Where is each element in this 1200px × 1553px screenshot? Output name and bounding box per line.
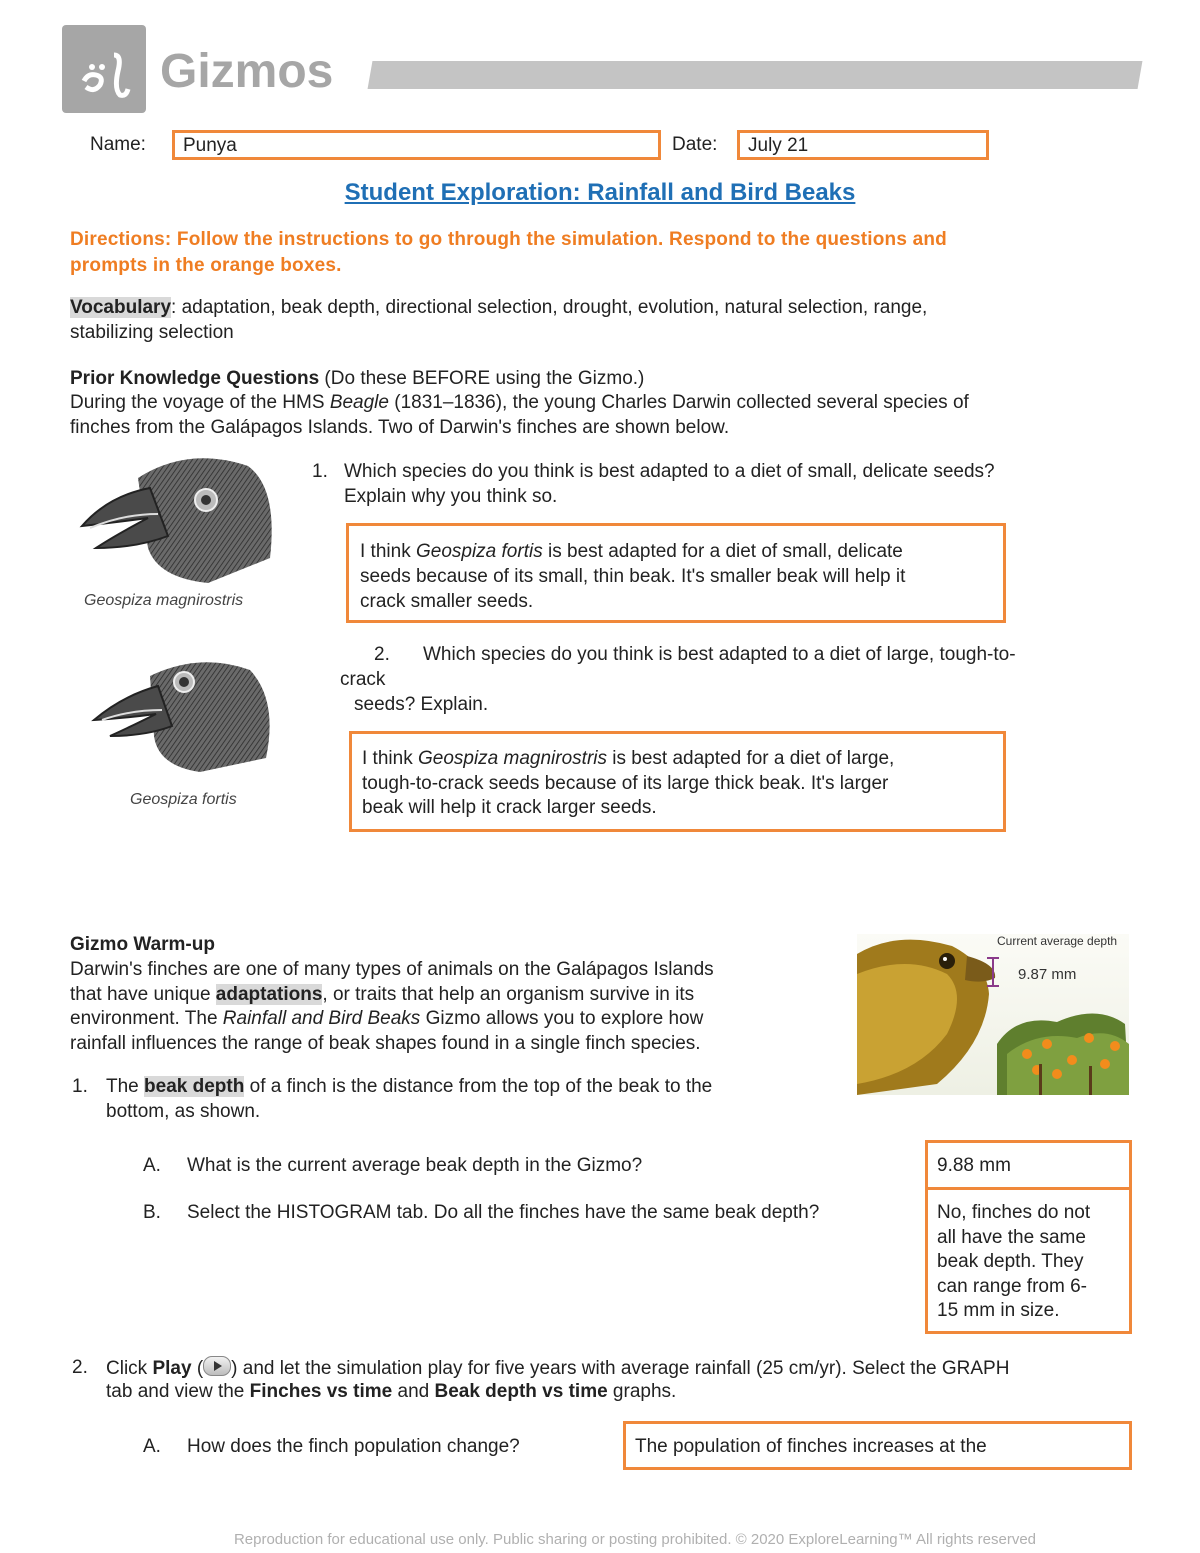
warmup-line4: rainfall influences the range of beak shapes found in a single finch species. <box>70 1033 701 1054</box>
q2-number: 2. <box>374 644 390 665</box>
q2-answer-text: is best adapted for a diet of large, <box>607 748 895 769</box>
w2-text: Click <box>106 1358 153 1379</box>
w2-text: ( <box>191 1358 204 1379</box>
q1-answer-line3: crack smaller seeds. <box>360 591 534 612</box>
finch-fortis-illustration <box>80 640 280 780</box>
vocabulary-line2: stabilizing selection <box>70 322 234 343</box>
vocabulary-line1 <box>70 296 927 321</box>
finch-magnirostris-illustration <box>78 448 278 588</box>
gizmo-name: Rainfall and Bird Beaks <box>222 1008 421 1029</box>
prior-heading-line <box>70 367 644 392</box>
play-label: Play <box>152 1358 192 1379</box>
q2-answer-text: I think <box>362 748 418 769</box>
w2-text: graphs. <box>607 1381 677 1402</box>
prior-text: (1831–1836), the young Charles Darwin collected several species of <box>388 392 969 413</box>
q2-answer-line3: beak will help it crack larger seeds. <box>362 797 657 818</box>
w2a-answer: The population of finches increases at the <box>635 1436 987 1457</box>
q1-answer-text: I think <box>360 541 416 562</box>
prior-text: During the voyage of the HMS <box>70 392 330 413</box>
w1-number: 1. <box>72 1076 88 1097</box>
gizmo-depth-value: 9.87 mm <box>1018 966 1077 983</box>
graph-name: Beak depth vs time <box>434 1381 608 1402</box>
directions-line1: Directions: Follow the instructions to go through the simulation. Respond to the questions and <box>70 229 947 250</box>
header-bar <box>368 61 1143 89</box>
q1-answer-text: is best adapted for a diet of small, delicate <box>542 541 903 562</box>
q2-line3: seeds? Explain. <box>354 694 489 715</box>
vocabulary-label: Vocabulary <box>70 297 172 318</box>
warmup-text: , or traits that help an organism survive in its <box>322 984 695 1005</box>
w1b-answer-line: can range from 6- <box>937 1276 1087 1297</box>
w2-text: and <box>392 1381 435 1402</box>
w1-line1 <box>106 1075 712 1100</box>
q1-line2: Explain why you think so. <box>344 486 558 507</box>
ship-name: Beagle <box>329 392 389 413</box>
q1-answer-box[interactable] <box>346 523 1006 623</box>
warmup-heading: Gizmo Warm-up <box>70 934 215 955</box>
w2-text: ) and let the simulation play for five years with average rainfall (25 cm/yr). Select the GRAPH <box>231 1358 1010 1379</box>
q2-line2: crack <box>340 669 386 690</box>
w1b-question: Select the HISTOGRAM tab. Do all the finches have the same beak depth? <box>187 1202 820 1223</box>
w1a-answer: 9.88 mm <box>937 1155 1011 1176</box>
prior-heading: Prior Knowledge Questions <box>70 368 320 389</box>
directions-line2: prompts in the orange boxes. <box>70 255 342 276</box>
w2a-answer-box[interactable] <box>623 1421 1132 1470</box>
w1a-letter: A. <box>143 1155 161 1176</box>
q1-number: 1. <box>312 461 328 482</box>
q2-answer-box[interactable] <box>349 731 1006 832</box>
finch-fortis-caption: Geospiza fortis <box>130 791 237 808</box>
w2a-letter: A. <box>143 1436 161 1457</box>
q1-answer-line1 <box>360 540 903 565</box>
explorelearning-logo-icon <box>62 25 146 113</box>
finch-magnirostris-caption: Geospiza magnirostris <box>84 592 244 609</box>
q1-answer-species: Geospiza fortis <box>415 541 543 562</box>
w1-line2: bottom, as shown. <box>106 1101 261 1122</box>
w1b-answer-line: No, finches do not <box>937 1202 1091 1223</box>
q2-answer-line2: tough-to-crack seeds because of its large thick beak. It's larger <box>362 773 889 794</box>
date-label: Date: <box>672 134 718 155</box>
w1b-answer-line: all have the same <box>937 1227 1086 1248</box>
date-value: July 21 <box>748 135 809 156</box>
prior-intro-line1 <box>70 391 969 416</box>
warmup-text: Gizmo allows you to explore how <box>420 1008 704 1029</box>
w1b-answer-line: 15 mm in size. <box>937 1300 1060 1321</box>
w2a-question: How does the finch population change? <box>187 1436 520 1457</box>
w1-text: The <box>106 1076 145 1097</box>
name-field[interactable] <box>172 130 661 160</box>
play-button-icon <box>203 1356 231 1376</box>
q2-line1: Which species do you think is best adapted to a diet of large, tough-to- <box>423 644 1016 665</box>
brand-name: Gizmos <box>160 45 334 98</box>
logo-tile <box>62 25 146 113</box>
w1b-letter: B. <box>143 1202 161 1223</box>
warmup-text: that have unique <box>70 984 216 1005</box>
page-title: Student Exploration: Rainfall and Bird Beaks <box>344 179 856 206</box>
name-value: Punya <box>183 135 237 156</box>
vocab-adaptations: adaptations <box>215 984 323 1005</box>
graph-name: Finches vs time <box>249 1381 393 1402</box>
footer-copyright: Reproduction for educational use only. Public sharing or posting prohibited. © 2020 ExploreLearning™ All rights reserved <box>233 1531 1037 1548</box>
prior-heading-note: (Do these BEFORE using the Gizmo.) <box>319 368 645 389</box>
date-field[interactable] <box>737 130 989 160</box>
warmup-text: environment. The <box>70 1008 223 1029</box>
vocabulary-terms: : adaptation, beak depth, directional selection, drought, evolution, natural selection, range, <box>171 297 928 318</box>
w1b-answer-line: beak depth. They <box>937 1251 1084 1272</box>
warmup-line1: Darwin's finches are one of many types of animals on the Galápagos Islands <box>70 959 714 980</box>
w1a-question: What is the current average beak depth in the Gizmo? <box>187 1155 643 1176</box>
finch-gizmo-illustration <box>857 934 1129 1095</box>
vocab-beak-depth: beak depth <box>144 1076 245 1097</box>
w2-number: 2. <box>72 1357 88 1378</box>
w1b-answer-box[interactable] <box>925 1187 1132 1334</box>
q1-line1: Which species do you think is best adapted to a diet of small, delicate seeds? <box>344 461 995 482</box>
q2-answer-species: Geospiza magnirostris <box>417 748 608 769</box>
warmup-line2 <box>70 983 694 1008</box>
prior-intro-line2: finches from the Galápagos Islands. Two of Darwin's finches are shown below. <box>70 417 730 438</box>
name-label: Name: <box>90 134 146 155</box>
gizmo-screenshot <box>857 934 1129 1095</box>
gizmo-depth-label: Current average depth <box>997 934 1118 948</box>
q2-answer-line1 <box>362 747 894 772</box>
warmup-line3 <box>70 1007 703 1032</box>
w2-line1 <box>106 1356 1009 1382</box>
w1a-answer-box[interactable] <box>925 1140 1132 1190</box>
w1-text: of a finch is the distance from the top of the beak to the <box>244 1076 713 1097</box>
w2-line2 <box>106 1380 676 1405</box>
q1-answer-line2: seeds because of its small, thin beak. It's smaller beak will help it <box>360 566 906 587</box>
w2-text: tab and view the <box>106 1381 250 1402</box>
